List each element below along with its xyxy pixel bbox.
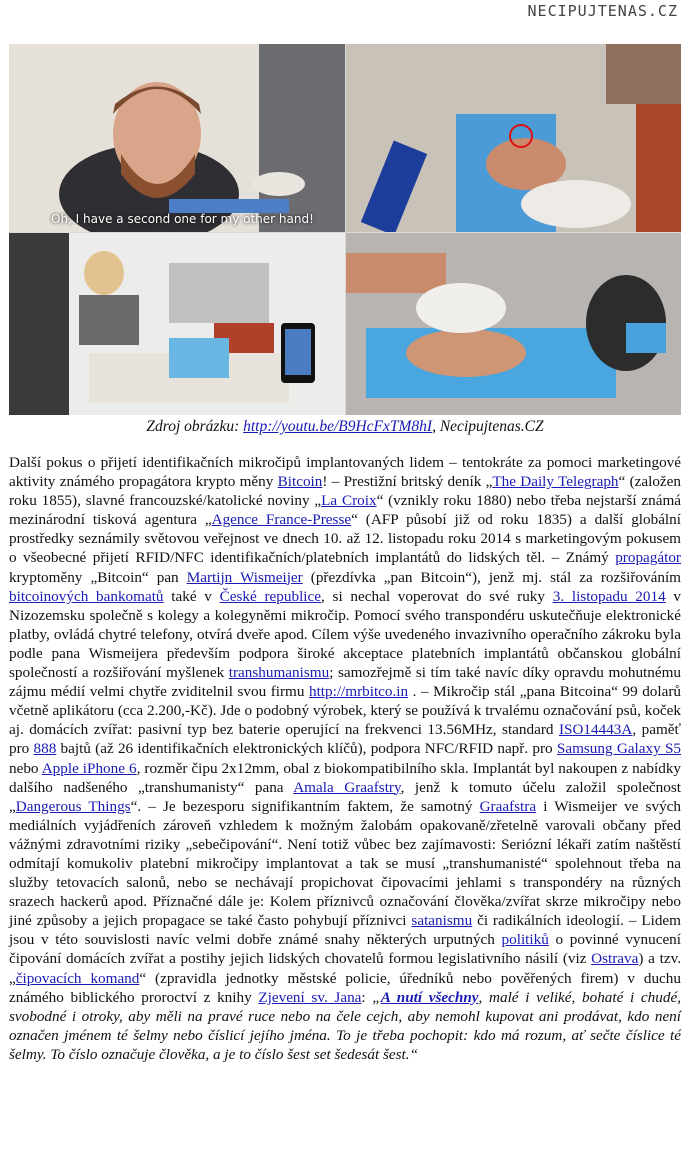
article-text: i Wismeijer ve svých mediálních vyjádřeních zároveň vzhledem k možným žalobám opakovaně/zřetelně varovali občany před vážnými zdravotními riziky „sebečipování“. Není totiž vůbec bez zajímavosti: Seriózní lékaři zatím naštěstí odmítají komukoliv platební mikročipy implantovat a tak se musí „transhumanisté“ spolehnout třeba na služby tetovacích salonů, nebo se nechávají propichovat čipovacími jehlami s transpondéry na různých srazech hackerů apod. Příznačné dále je: Kolem příznivců označování člověka/zvířat skrze mikročipy nebo jiné způsoby a jejich propagace se také často pohybují příznivci: [9, 797, 681, 930]
photo-illustration: [346, 44, 681, 232]
article-link[interactable]: 888: [33, 740, 57, 758]
article-link[interactable]: bitcoinových bankomatů: [9, 587, 164, 605]
article-text: “ (zpravidla jednotky městské policie, úředníků nebo pověřených firem) v duchu známého biblického proroctví z knihy: [9, 969, 681, 1006]
article-link[interactable]: transhumanismu: [228, 664, 330, 682]
article-photo-collage: [9, 44, 681, 415]
article-text: . – Mikročip stál „pana Bitcoina“ 99 dolarů včetně aplikátoru (cca 2.200,-Kč). Jde o podobný výrobek, který se používá k trvalému označování psů, koček aj. domácích zvířat: pasivní typ bez baterie operující na frekvenci 13.56MHz, standard: [9, 683, 681, 739]
article-text: , paměť pro: [9, 721, 681, 758]
article-link[interactable]: propagátor: [615, 549, 681, 567]
article-link[interactable]: Agence France-Presse: [211, 511, 352, 529]
article-text: :: [361, 988, 373, 1006]
article-link[interactable]: Dangerous Things: [15, 797, 131, 815]
photo-caption: [0, 418, 690, 436]
article-link[interactable]: Ostrava: [591, 950, 639, 968]
article-quote-text: , malé i veliké, bohaté i chudé, svobodné i otroky, aby měli na pravé ruce nebo na čele cejch, aby nemohl kupovat ani prodávat, kdo není označen jménem té šelmy nebo číslicí jejího jména. To je třeba pochopit: kdo má rozum, ať sečte číslice té šelmy. To číslo označuje člověka, a je to číslo šest set šedesát šest.“: [9, 988, 681, 1063]
article-text: “ (vznikly roku 1880) nebo třeba nejstarší známá mezinárodní tisková agentura „: [9, 492, 682, 529]
article-link[interactable]: Martijn Wismeijer: [186, 568, 303, 586]
article-text: , jenž k tomuto účelu založil společnost „: [9, 778, 681, 815]
article-text: “ (AFP působí již od roku 1835) a další globální prostředky seznámily světovou veřejnost ve dnech 10. až 12. listopadu roku 2014 s marketingovým pokusem o všeobecné přijetí RFID/NFC identifikačních/platebních implantátů do lidských těl. – Známý: [9, 511, 681, 567]
photo-illustration: [346, 233, 681, 415]
article-link[interactable]: Graafstra: [479, 797, 537, 815]
article-link[interactable]: Apple iPhone 6: [41, 759, 137, 777]
article-link[interactable]: http://mrbitco.in: [308, 683, 409, 701]
article-text: či radikálních ideologií. – Lidem jsou v této souvislosti navíc velmi dobře známé snahy některých urputných: [9, 912, 681, 949]
photo-panel-room: [9, 233, 345, 415]
caption-source-link[interactable]: http://youtu.be/B9HcFxTM8hI: [243, 418, 433, 435]
article-link[interactable]: čipovacích komand: [15, 969, 140, 987]
article-text: Další pokus o přijetí identifikačních mikročipů implantovaných lidem – tentokráte za pomoci marketingové aktivity známého propagátora krypto měny: [9, 454, 681, 491]
article-text: “. – Je bezesporu signifikantním faktem, že samotný: [130, 797, 480, 815]
article-link[interactable]: Zjevení sv. Jana: [258, 988, 362, 1006]
article-text: , si nechal voperovat do své ruky: [321, 587, 553, 605]
photo-subtitle: Oh, I have a second one for my other hand!: [51, 212, 314, 226]
article-link[interactable]: politiků: [501, 931, 549, 949]
article-link[interactable]: satanismu: [411, 912, 473, 930]
article-link-bold[interactable]: A nutí všechny: [380, 988, 479, 1006]
article-link[interactable]: Amala Graafstry: [293, 778, 401, 796]
photo-illustration: [9, 44, 345, 232]
article-link[interactable]: 3. listopadu 2014: [552, 587, 666, 605]
article-link[interactable]: La Croix: [321, 492, 377, 510]
article-link[interactable]: ISO14443A: [558, 721, 633, 739]
article-text: v Nizozemsku společně s kolegy a kolegyněmi mikročip. Pomocí svého transpondéru uskutečňuje elektronické platby, ovládá chytré telefony, otvírá dveře apod. Cílem výše uvedeného invazivního operačního zákroku byla podle pana Wismeijera především podpora široké akceptace platebních implantátů občanskou globální společností a rozšiřování myšlenek: [9, 587, 682, 682]
photo-panel-bearded-man: [9, 44, 345, 232]
article-text: ! – Prestižní britský deník „: [322, 473, 493, 491]
photo-panel-tattooed-hand: [346, 233, 681, 415]
article-link[interactable]: Bitcoin: [277, 473, 323, 491]
article-text: bajtů (až 26 identifikačních elektronických klíčů), podpora NFC/RFID např. pro: [56, 740, 557, 758]
article-text: kryptoměny „Bitcoin“ pan: [9, 568, 187, 586]
article-text: “ (založen roku 1855), slavné francouzské/katolické noviny „: [9, 473, 682, 510]
article-text: také v: [163, 587, 220, 605]
site-brand[interactable]: NECIPUJTENAS.CZ: [527, 2, 678, 20]
article-link[interactable]: Samsung Galaxy S5: [556, 740, 681, 758]
article-text: o povinné vynucení čipování domácích zvířat a postihy jejich lidských chovatelů formou legislativního násilí (viz: [9, 931, 681, 968]
article-text: ) a tzv. „: [9, 950, 681, 987]
photo-panel-implant-hand: [346, 44, 681, 232]
caption-suffix: , Necipujtenas.CZ: [432, 418, 544, 435]
article-text: (přezdívka „pan Bitcoin“), jenž mj. stál za rozšiřováním: [302, 568, 681, 586]
photo-illustration: [9, 233, 345, 415]
article-text: , rozměr čipu 2x12mm, obal z biokompatibilního skla. Implantát byl nakoupen z nabídky dalšího nadšeného „transhumanisty“ pana: [9, 759, 682, 796]
article-text: nebo: [9, 759, 42, 777]
article-link[interactable]: České republice: [219, 587, 321, 605]
article-link[interactable]: The Daily Telegraph: [492, 473, 619, 491]
article-quote-text: „: [372, 988, 381, 1006]
article-text: ; samozřejmě si tím také navíc díky opravdu mohutnému zájmu médií velmi chytře zviditelnil svou firmu: [9, 664, 682, 701]
article-body: [9, 453, 681, 1064]
caption-prefix: Zdroj obrázku:: [146, 418, 244, 435]
